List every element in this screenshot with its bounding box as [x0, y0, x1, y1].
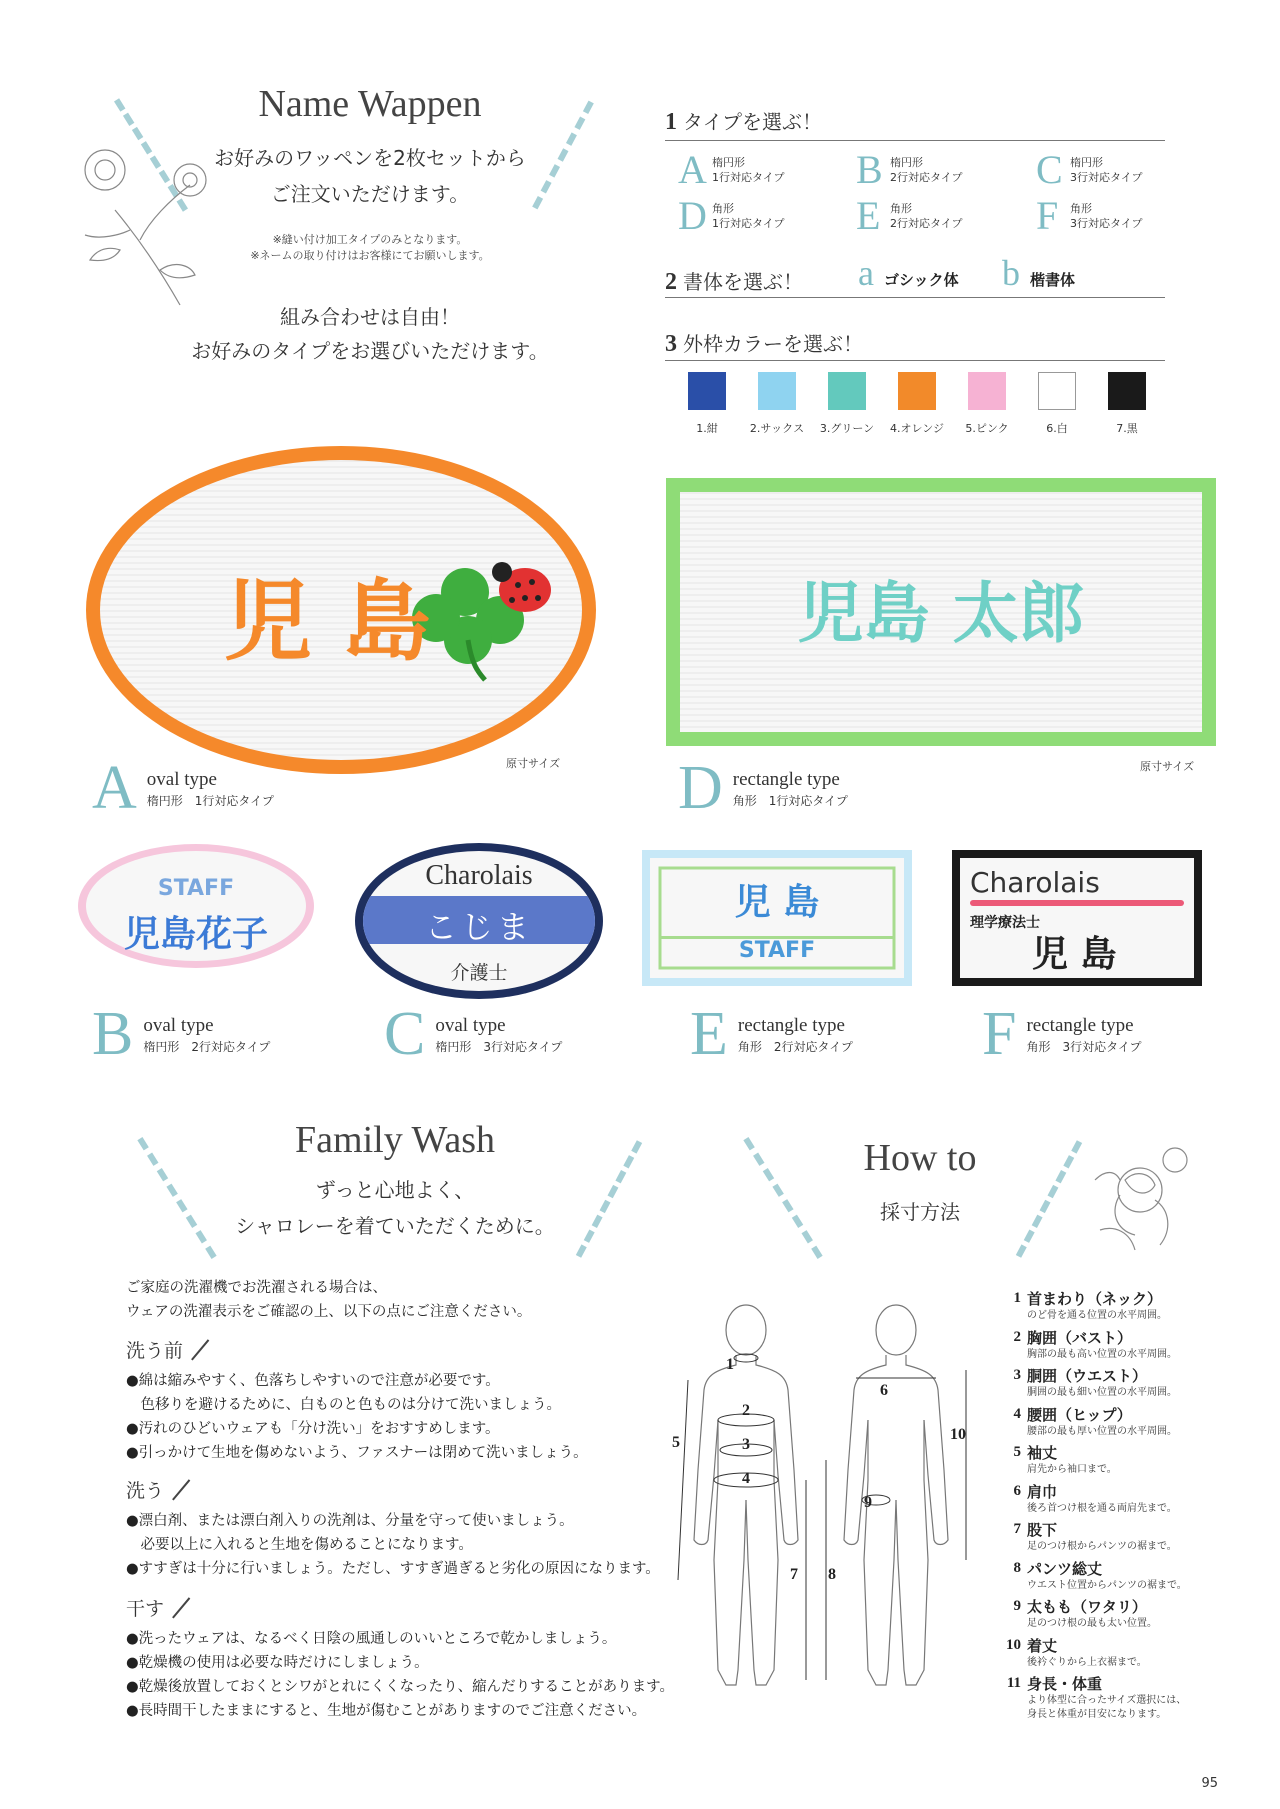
measurement-item [995, 1637, 1147, 1670]
patch-letter: B [92, 1000, 134, 1068]
wash-section-heading [126, 1336, 588, 1363]
patch-type: rectangle type [1026, 1015, 1134, 1036]
measure-desc: 肩先から袖口まで。 [1027, 1464, 1117, 1475]
wash-item: ●引っかけて生地を傷めないよう、ファスナーは閉めて洗いましょう。 [126, 1445, 588, 1461]
patch-letter: C [384, 1000, 426, 1068]
name-wappen-notes [190, 232, 550, 264]
wash-item: ●乾燥機の使用は必要な時だけにしましょう。 [126, 1655, 429, 1671]
slash-decor [172, 1597, 190, 1618]
step-title: タイプを選ぶ！ [683, 110, 822, 134]
color-swatch [1108, 372, 1146, 410]
wash-item: ●漂白剤、または漂白剤入りの洗剤は、分量を守って使いましょう。 [126, 1513, 574, 1529]
font-option-b [1002, 252, 1075, 294]
measure-desc: 腰部の最も厚い位置の水平周囲。 [1027, 1425, 1177, 1437]
heading-text: 洗う [126, 1480, 165, 1502]
rose-illustration [1080, 1140, 1200, 1270]
type-option-c [1036, 147, 1143, 192]
patch-b-line1: STAFF [157, 876, 235, 901]
measurement-item [995, 1367, 1177, 1400]
wash-item: ●綿は縮みやすく、色落ちしやすいので注意が必要です。 [126, 1373, 500, 1389]
patch-d-caption [678, 754, 848, 822]
type-option-a [678, 147, 785, 192]
patch-c-line1: Charolais [425, 860, 533, 891]
wash-item: ●汚れのひどいウェアも「分け洗い」をおすすめします。 [126, 1421, 500, 1437]
color-swatch [898, 372, 936, 410]
figure-label: 1 [726, 1356, 734, 1373]
figure-label: 3 [742, 1436, 750, 1453]
measure-desc: 胴囲の最も細い位置の水平周囲。 [1027, 1387, 1177, 1398]
measure-number: 3 [1013, 1367, 1021, 1383]
font-letter: b [1002, 253, 1020, 293]
type-shape: 楕円形 [1070, 156, 1103, 169]
color-swatch [968, 372, 1006, 410]
measure-heading: 着丈 [1027, 1636, 1058, 1655]
measure-desc: 後衿ぐりから上衣裾まで。 [1027, 1656, 1147, 1668]
intro-line: ウェアの洗濯表示をご確認の上、以下の点にご注意ください。 [126, 1304, 532, 1320]
type-shape: 角形 [712, 202, 734, 215]
step-title: 外枠カラーを選ぶ！ [683, 332, 863, 356]
type-letter: D [678, 193, 707, 238]
type-lines: 1行対応タイプ [712, 217, 785, 230]
type-option-f [1036, 193, 1143, 238]
figure-label: 8 [828, 1566, 836, 1583]
type-lines: 1行対応タイプ [712, 171, 785, 184]
body-measurement-figure [666, 1300, 986, 1700]
measure-number: 1 [1013, 1290, 1021, 1306]
measurement-item [995, 1329, 1177, 1362]
patch-e-caption [690, 1000, 853, 1068]
type-shape: 楕円形 [890, 156, 923, 169]
divider [665, 140, 1165, 141]
measure-number: 10 [1006, 1636, 1021, 1653]
measure-heading: 胴囲（ウエスト） [1027, 1367, 1148, 1385]
color-swatch [688, 372, 726, 410]
patch-f-line3: 児 島 [1032, 934, 1117, 975]
type-letter: F [1036, 193, 1059, 238]
measure-heading: 胸囲（バスト） [1027, 1328, 1133, 1347]
color-swatch-label: 2.サックス [749, 422, 805, 435]
measure-heading: 肩巾 [1027, 1482, 1058, 1501]
type-letter: E [856, 193, 881, 238]
step2-heading [665, 266, 803, 296]
patch-desc: 楕円形 3行対応タイプ [435, 1040, 563, 1054]
patch-e-line2: STAFF [738, 938, 816, 963]
patch-c-line3: 介護士 [450, 962, 508, 984]
combo-text [150, 300, 590, 368]
measurement-item [995, 1406, 1177, 1439]
family-wash-title: Family Wash [295, 1119, 495, 1161]
measure-number: 7 [1013, 1521, 1021, 1537]
name-wappen-lead [160, 140, 580, 212]
patch-desc: 楕円形 2行対応タイプ [143, 1040, 271, 1054]
patch-type: oval type [143, 1015, 214, 1036]
figure-label: 10 [950, 1426, 966, 1443]
how-to-title: How to [863, 1137, 977, 1179]
step3-heading [665, 328, 863, 358]
wash-item: 必要以上に入れると生地を傷めることになります。 [126, 1537, 473, 1553]
patch-letter: E [690, 1000, 728, 1068]
lead-line: ご注文いただけます。 [270, 182, 470, 206]
patch-a-text: 児 島 [224, 570, 431, 673]
type-shape: 角形 [1070, 202, 1092, 215]
measurement-item [995, 1444, 1117, 1477]
divider [665, 297, 1165, 298]
wash-item: 色移りを避けるために、白ものと色ものは分けて洗いましょう。 [126, 1397, 561, 1413]
color-swatch-label: 7.黒 [1116, 422, 1138, 435]
measure-desc: 足のつけ根の最も太い位置。 [1027, 1618, 1157, 1629]
color-swatch [758, 372, 796, 410]
color-swatch [828, 372, 866, 410]
wash-item: ●すすぎは十分に行いましょう。ただし、すすぎ過ぎると劣化の原因になります。 [126, 1561, 660, 1577]
measure-heading: 腰囲（ヒップ） [1027, 1405, 1132, 1424]
figure-label: 2 [742, 1402, 750, 1419]
measure-number: 5 [1013, 1444, 1021, 1460]
color-swatch-label: 5.ピンク [965, 422, 1009, 435]
measure-desc: 足のつけ根からパンツの裾まで。 [1027, 1541, 1177, 1552]
patch-desc: 角形 2行対応タイプ [737, 1040, 853, 1054]
type-lines: 2行対応タイプ [890, 217, 963, 230]
measure-number: 2 [1013, 1328, 1021, 1345]
patch-desc: 楕円形 1行対応タイプ [146, 794, 274, 808]
patch-type: oval type [146, 769, 217, 790]
note-line: ※ネームの取り付けはお客様にてお願いします。 [250, 249, 490, 262]
measurement-item [995, 1675, 1186, 1722]
wash-section-dry [126, 1594, 674, 1723]
color-swatch-label: 3.グリーン [819, 422, 875, 435]
type-shape: 楕円形 [712, 156, 745, 169]
wash-section-wash [126, 1476, 660, 1581]
font-label: ゴシック体 [883, 271, 959, 289]
patch-a-caption [92, 754, 274, 822]
wash-intro [126, 1276, 531, 1324]
measure-heading: 袖丈 [1027, 1444, 1058, 1462]
measure-number: 11 [1006, 1675, 1021, 1691]
wash-section-heading [126, 1594, 674, 1621]
how-to-subtitle: 採寸方法 [880, 1200, 960, 1224]
wash-item: ●乾燥後放置しておくとシワがとれにくくなったり、縮んだりすることがあります。 [126, 1679, 674, 1695]
measurement-item [995, 1290, 1167, 1323]
font-option-a [858, 252, 959, 294]
measure-desc: ウエスト位置からパンツの裾まで。 [1027, 1579, 1187, 1591]
patch-d-text: 児島 太郎 [797, 575, 1085, 652]
color-swatch-label: 1.紺 [696, 422, 718, 435]
measure-number: 8 [1013, 1559, 1021, 1576]
slash-decor [172, 1479, 190, 1500]
measure-desc: のど骨を通る位置の水平周囲。 [1027, 1310, 1167, 1321]
type-shape: 角形 [890, 202, 912, 215]
patch-b-caption [92, 1000, 271, 1068]
patch-type: rectangle type [732, 769, 840, 790]
measure-desc: より体型に合ったサイズ選択には、 [1027, 1695, 1187, 1706]
figure-label: 4 [742, 1470, 750, 1487]
family-wash-lead [190, 1172, 600, 1244]
type-letter: A [678, 147, 707, 192]
patch-desc: 角形 3行対応タイプ [1026, 1040, 1142, 1054]
patch-desc: 角形 1行対応タイプ [732, 794, 848, 808]
step1-heading [665, 106, 822, 136]
color-swatch [1038, 372, 1076, 410]
patch-c-line2: こじま [424, 908, 533, 946]
patch-letter: A [92, 754, 137, 822]
type-option-d [678, 193, 785, 238]
type-lines: 2行対応タイプ [890, 171, 963, 184]
measurement-item [995, 1483, 1177, 1516]
name-wappen-title: Name Wappen [258, 83, 482, 125]
lead-line: シャロレーを着ていただくために。 [235, 1214, 555, 1238]
measurement-item [995, 1521, 1177, 1554]
lead-line: ずっと心地よく、 [315, 1178, 475, 1202]
patch-b-line2: 児島花子 [123, 914, 268, 955]
wash-section-before [126, 1336, 588, 1465]
note-line: ※縫い付け加工タイプのみとなります。 [272, 233, 468, 246]
measure-number: 6 [1013, 1482, 1021, 1499]
step-title: 書体を選ぶ！ [683, 270, 803, 294]
step-number: 3 [665, 331, 677, 357]
measure-heading: パンツ総丈 [1027, 1559, 1103, 1578]
font-label: 楷書体 [1030, 271, 1076, 289]
lead-line: お好みのワッペンを2枚セットから [214, 146, 526, 170]
patch-letter: F [982, 1000, 1017, 1068]
patch-f-line2: 理学療法士 [970, 915, 1040, 931]
measurement-item [995, 1598, 1157, 1631]
measure-heading: 股下 [1027, 1521, 1058, 1539]
figure-label: 7 [790, 1566, 798, 1583]
measure-number: 9 [1013, 1598, 1021, 1614]
patch-type: oval type [435, 1015, 506, 1036]
measure-number: 4 [1013, 1405, 1021, 1422]
wash-item: ●長時間干したままにすると、生地が傷むことがありますのでご注意ください。 [126, 1703, 647, 1719]
color-swatch-label: 6.白 [1046, 422, 1068, 435]
figure-label: 5 [672, 1434, 680, 1451]
measure-heading: 身長・体重 [1027, 1675, 1103, 1693]
wash-item: ●洗ったウェアは、なるべく日陰の風通しのいいところで乾かしましょう。 [126, 1631, 617, 1647]
page-number: 95 [1201, 1776, 1218, 1791]
color-swatch-label: 4.オレンジ [890, 422, 944, 435]
heading-text: 洗う前 [126, 1340, 184, 1362]
patch-f-line1: Charolais [970, 866, 1100, 899]
wash-section-heading [126, 1476, 660, 1503]
patch-letter: D [678, 754, 723, 822]
measure-desc: 後ろ首つけ根を通る両肩先まで。 [1027, 1502, 1177, 1514]
type-letter: C [1036, 147, 1063, 192]
type-lines: 3行対応タイプ [1070, 171, 1143, 184]
measurement-item [995, 1560, 1187, 1593]
heading-text: 干す [126, 1598, 165, 1620]
type-letter: B [856, 147, 883, 192]
measure-desc: 胸部の最も高い位置の水平周囲。 [1027, 1348, 1177, 1360]
divider [665, 360, 1165, 361]
measure-heading: 太もも（ワタリ） [1027, 1598, 1147, 1616]
combo-line: 組み合わせは自由！ [280, 305, 460, 329]
type-option-e [856, 193, 963, 238]
step-number: 2 [665, 269, 677, 295]
slash-decor [191, 1339, 209, 1360]
font-letter: a [858, 253, 874, 293]
step-number: 1 [665, 109, 677, 135]
size-note: 原寸サイズ [506, 757, 561, 770]
size-note: 原寸サイズ [1140, 760, 1195, 773]
figure-label: 6 [880, 1382, 888, 1399]
combo-line: お好みのタイプをお選びいただけます。 [191, 339, 549, 363]
patch-c-caption [384, 1000, 563, 1068]
measure-heading: 首まわり（ネック） [1027, 1290, 1163, 1308]
patch-type: rectangle type [737, 1015, 845, 1036]
type-option-b [856, 147, 963, 192]
patch-f-caption [982, 1000, 1142, 1068]
patch-e-line1: 児 島 [734, 882, 820, 923]
intro-line: ご家庭の洗濯機でお洗濯される場合は、 [126, 1280, 387, 1296]
figure-label: 9 [864, 1494, 872, 1511]
measure-desc: 身長と体重が目安になります。 [1027, 1709, 1167, 1720]
type-lines: 3行対応タイプ [1070, 217, 1143, 230]
